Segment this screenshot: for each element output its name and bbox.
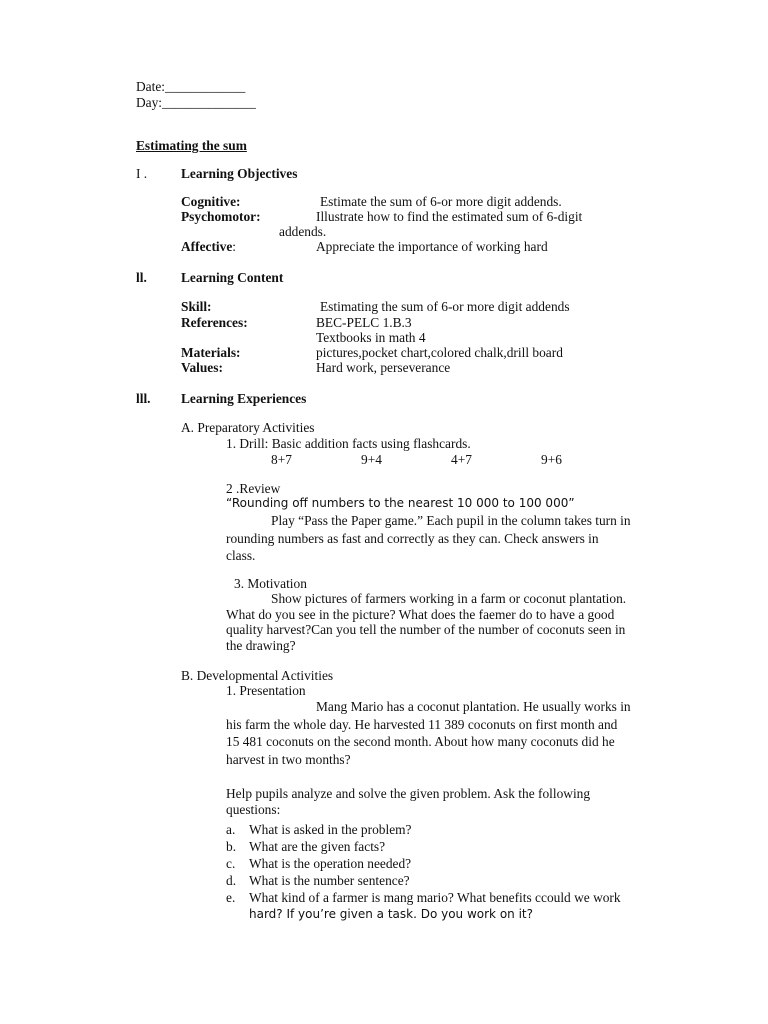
affective-label: Affective <box>181 239 233 254</box>
presentation-line-4: harvest in two months? <box>226 751 351 767</box>
review-paragraph <box>226 512 678 565</box>
date-label: Date:____________ <box>136 79 246 94</box>
question-text: What are the given facts? <box>249 839 386 854</box>
fact-3: 4+7 <box>451 452 472 467</box>
section-numeral-1: I . <box>136 166 148 181</box>
materials-text: pictures,pocket chart,colored chalk,drill board <box>316 345 563 360</box>
preparatory-heading: A. Preparatory Activities <box>181 420 315 435</box>
question-text: What is asked in the problem? <box>249 822 412 837</box>
psychomotor-text-cont: addends. <box>279 224 327 239</box>
question-text: What kind of a farmer is mang mario? What benefits ccould we work <box>249 890 621 905</box>
help-paragraph <box>226 786 678 817</box>
motivation-heading: 3. Motivation <box>234 576 307 591</box>
presentation-line-3: 15 481 coconuts on the second month. About how many coconuts did he <box>226 734 615 749</box>
presentation-paragraph <box>226 698 678 768</box>
help-line-1: Help pupils analyze and solve the given problem. Ask the following <box>226 786 591 801</box>
materials-label: Materials: <box>181 345 241 360</box>
review-line-3: class. <box>226 548 256 563</box>
references-label: References: <box>181 315 248 330</box>
section-heading-experiences: Learning Experiences <box>181 391 307 406</box>
question-letter: b. <box>226 839 237 854</box>
fact-2: 9+4 <box>361 452 382 467</box>
cognitive-label: Cognitive: <box>181 194 241 209</box>
question-letter: a. <box>226 822 236 837</box>
values-label: Values: <box>181 360 223 375</box>
affective-text: Appreciate the importance of working hard <box>316 239 548 254</box>
motivation-line-3: quality harvest?Can you tell the number of the number of coconuts seen in <box>226 622 626 637</box>
skill-text: Estimating the sum of 6-or more digit addends <box>320 299 570 314</box>
question-letter: e. <box>226 890 236 905</box>
help-line-2: questions: <box>226 801 281 817</box>
review-line-1: Play “Pass the Paper game.” Each pupil in the column takes turn in <box>271 513 631 528</box>
presentation-line-1: Mang Mario has a coconut plantation. He usually works in <box>316 699 631 714</box>
skill-label: Skill: <box>181 299 212 314</box>
section-numeral-2: ll. <box>136 270 147 285</box>
references-line-1: BEC-PELC 1.B.3 <box>316 315 412 330</box>
psychomotor-text: Illustrate how to find the estimated sum of 6-digit <box>316 209 583 224</box>
cognitive-text: Estimate the sum of 6-or more digit addends. <box>320 194 562 209</box>
section-numeral-3: lll. <box>136 391 151 406</box>
drill-item: 1. Drill: Basic addition facts using flashcards. <box>226 436 471 451</box>
motivation-line-1: Show pictures of farmers working in a farm or coconut plantation. <box>271 591 627 606</box>
motivation-paragraph <box>226 591 678 653</box>
presentation-heading: 1. Presentation <box>226 683 306 698</box>
affective-label-row <box>181 238 236 255</box>
fact-1: 8+7 <box>271 452 292 467</box>
question-text: What is the operation needed? <box>249 856 412 871</box>
section-heading-objectives: Learning Objectives <box>181 166 298 181</box>
fact-4: 9+6 <box>541 452 562 467</box>
review-heading: 2 .Review <box>226 481 281 496</box>
question-e-continuation: hard? If you’re given a task. Do you work on it? <box>249 907 533 921</box>
developmental-heading: B. Developmental Activities <box>181 668 334 683</box>
question-letter: d. <box>226 873 237 888</box>
review-quote: “Rounding off numbers to the nearest 10 000 to 100 000” <box>226 496 575 510</box>
values-text: Hard work, perseverance <box>316 360 451 375</box>
review-line-2: rounding numbers as fast and correctly as they can. Check answers in <box>226 530 599 546</box>
page-title: Estimating the sum <box>136 138 247 153</box>
presentation-line-2: his farm the whole day. He harvested 11 389 coconuts on first month and <box>226 716 618 732</box>
references-line-2: Textbooks in math 4 <box>316 330 426 345</box>
question-letter: c. <box>226 856 236 871</box>
motivation-line-4: the drawing? <box>226 637 296 653</box>
question-text: What is the number sentence? <box>249 873 410 888</box>
psychomotor-label: Psychomotor: <box>181 209 261 224</box>
affective-colon: : <box>232 239 237 254</box>
section-heading-content: Learning Content <box>181 270 284 285</box>
day-label: Day:______________ <box>136 95 256 110</box>
motivation-line-2: What do you see in the picture? What does the faemer do to have a good <box>226 606 615 622</box>
